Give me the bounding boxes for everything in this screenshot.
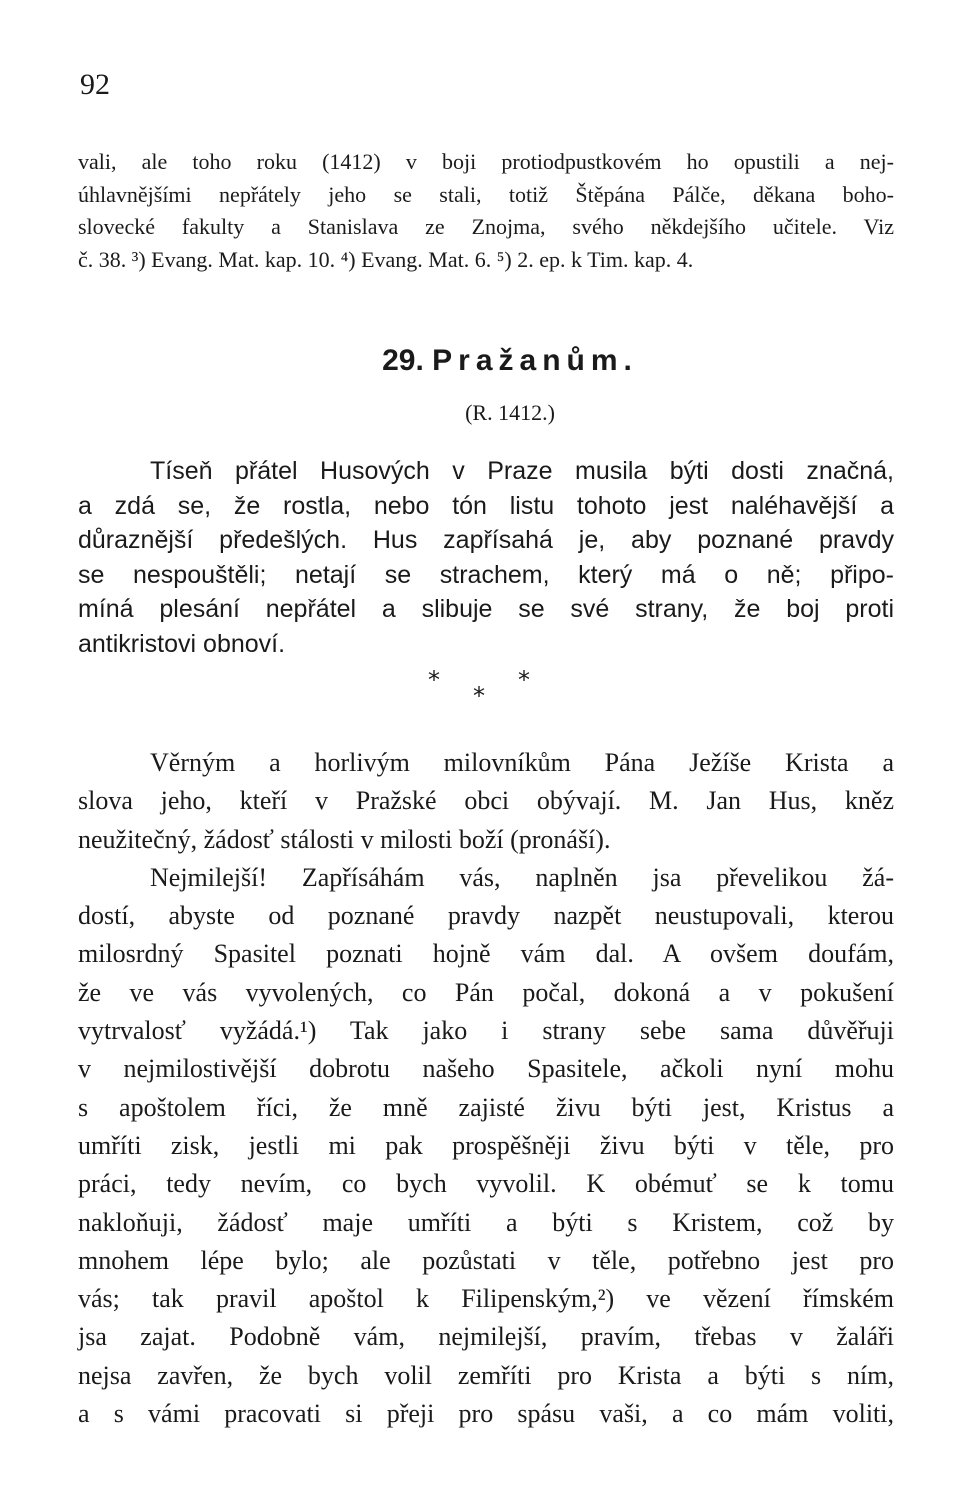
body-line: nejsa zavřen, že bych volil zemříti pro Krista a býti s ním, [78, 1360, 894, 1390]
asterisk: * [518, 666, 530, 694]
body-line: slova jeho, kteří v Pražské obci obývají. M. Jan Hus, kněz [78, 786, 894, 816]
asterisk: * [428, 666, 440, 694]
body-line: jsa zajat. Podobně vám, nejmilejší, pravím, třebas v žaláři [78, 1322, 894, 1352]
summary-line: antikristovi obnoví. [78, 629, 286, 658]
body-line: dostí, abyste od poznané pravdy nazpět neustupovali, kterou [78, 901, 894, 931]
letter-title: Pražanům. [432, 344, 638, 377]
letter-summary [78, 454, 894, 661]
letter-body [78, 744, 894, 1433]
body-line: v nejmilostivější dobrotu našeho Spasitele, ačkoli nyní mohu [78, 1054, 894, 1084]
body-line: neužitečný, žádosť stálosti v milosti boží (pronáší). [78, 824, 611, 854]
body-line: umříti zisk, jestli mi pak prospěšněji živu býti v těle, pro [78, 1130, 894, 1160]
body-line: práci, tedy nevím, co bych vyvolil. K obémuť se k tomu [78, 1169, 894, 1199]
asterisk: * [473, 682, 485, 710]
body-line: že ve vás vyvolených, co Pán počal, dokoná a v pokušení [78, 977, 894, 1007]
page-number: 92 [80, 68, 110, 101]
summary-line: a zdá se, že rostla, nebo tón listu tohoto jest naléhavější a [78, 491, 894, 520]
summary-line: se nespouštěli; netají se strachem, který má o ně; připo- [78, 560, 894, 589]
body-line: milosrdný Spasitel poznati hojně vám dal. A ovšem doufám, [78, 939, 894, 969]
section-separator [428, 666, 538, 710]
letter-date: (R. 1412.) [465, 400, 555, 425]
body-line: s apoštolem říci, že mně zajisté živu býti jest, Kristus a [78, 1092, 894, 1122]
summary-line: Tíseň přátel Husových v Praze musila býti dosti značná, [150, 457, 894, 485]
footnote-line: vali, ale toho roku (1412) v boji protiodpustkovém ho opustili a nej- [78, 149, 894, 174]
summary-line: míná plesání nepřátel a slibuje se své strany, že boj proti [78, 595, 894, 623]
footnote-line: č. 38. ³) Evang. Mat. kap. 10. ⁴) Evang. Mat. 6. ⁵) 2. ep. k Tim. kap. 4. [78, 246, 694, 272]
body-line: Nejmilejší! Zapřísáhám vás, naplněn jsa převelikou žá- [150, 862, 894, 892]
footnotes-continuation [78, 146, 894, 276]
body-line: vás; tak pravil apoštol k Filipenským,²) ve vězení římském [78, 1284, 894, 1314]
body-line: a s vámi pracovati si přeji pro spásu vaši, a co mám voliti, [78, 1399, 894, 1429]
summary-line: důraznější předešlých. Hus zapřísahá je, aby poznané pravdy [78, 526, 894, 554]
body-line: Věrným a horlivým milovníkům Pána Ježíše Krista a [150, 748, 894, 777]
footnote-line: úhlavnějšími nepřátely jeho se stali, totiž Štěpána Pálče, děkana boho- [78, 181, 894, 207]
body-line: nakloňuji, žádosť maje umříti a býti s Kristem, což by [78, 1207, 894, 1237]
footnote-line: slovecké fakulty a Stanislava ze Znojma, svého někdejšího učitele. Viz [78, 214, 894, 239]
body-line: mnohem lépe bylo; ale pozůstati v těle, potřebno jest pro [78, 1245, 894, 1275]
letter-number: 29. [382, 344, 424, 377]
letter-heading [0, 344, 960, 378]
body-line: vytrvalosť vyžádá.¹) Tak jako i strany sebe sama důvěřuji [78, 1016, 894, 1046]
